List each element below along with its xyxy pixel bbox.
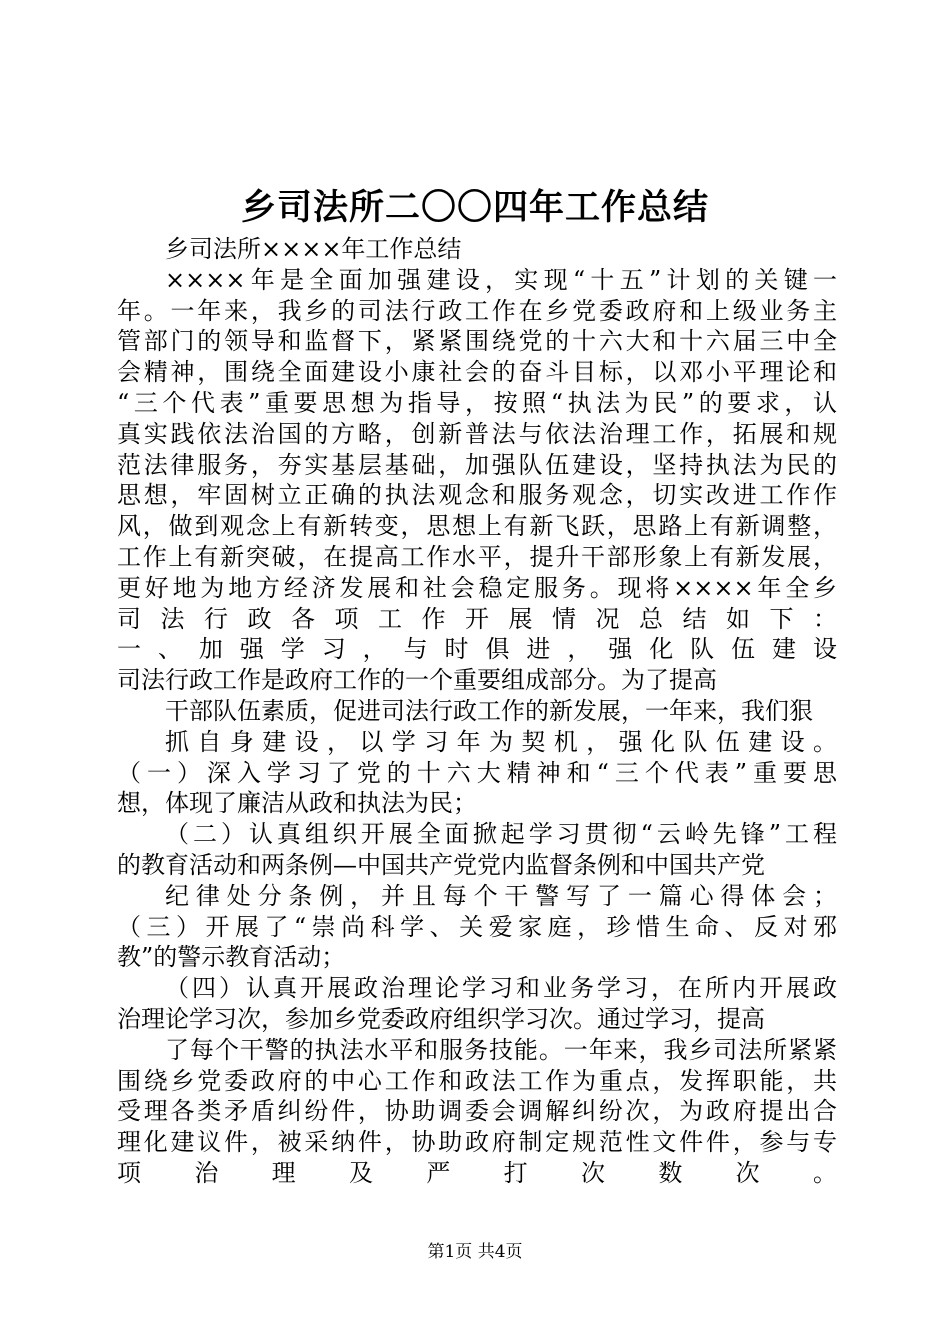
text-line: 项治理及严打次数次。 xyxy=(117,1158,837,1187)
list-item: （二）认真组织开展全面掀起学习贯彻“云岭先锋”工程 xyxy=(165,820,837,849)
text-line: 更好地为地方经济发展和社会稳定服务。现将××××年全乡 xyxy=(117,573,837,602)
text-line: 范法律服务，夯实基层基础，加强队伍建设，坚持执法为民的 xyxy=(117,450,837,479)
text-line: 教”的警示教育活动； xyxy=(117,943,346,972)
text-line: 真实践依法治国的方略，创新普法与依法治理工作，拓展和规 xyxy=(117,419,837,448)
list-item: （四）认真开展政治理论学习和业务学习，在所内开展政 xyxy=(165,974,837,1003)
text-line: （一）深入学习了党的十六大精神和“三个代表”重要思 xyxy=(117,758,837,787)
text-line: “三个代表”重要思想为指导，按照“执法为民”的要求，认 xyxy=(117,388,837,417)
list-item: 了每个干警的执法水平和服务技能。一年来，我乡司法所紧紧 xyxy=(165,1035,837,1064)
text-line: 管部门的领导和监督下，紧紧围绕党的十六大和十六届三中全 xyxy=(117,327,837,356)
text-line: 治理论学习次，参加乡党委政府组织学习次。通过学习，提高 xyxy=(117,1004,765,1033)
section-heading: 干部队伍素质，促进司法行政工作的新发展，一年来，我们狠 xyxy=(165,696,813,725)
page-number: 第1页 共4页 xyxy=(427,1242,523,1262)
text-line: 司法行政各项工作开展情况总结如下： xyxy=(117,604,837,633)
list-item: 纪律处分条例，并且每个干警写了一篇心得体会； xyxy=(165,881,837,910)
document-title: 乡司法所二〇〇四年工作总结 xyxy=(240,187,709,228)
text-line: 工作上有新突破，在提高工作水平，提升干部形象上有新发展， xyxy=(117,542,837,571)
text-line: ××××年是全面加强建设，实现“十五”计划的关键一 xyxy=(165,265,837,294)
text-line: 风，做到观念上有新转变，思想上有新飞跃，思路上有新调整， xyxy=(117,512,837,541)
text-line: 理化建议件，被采纳件，协助政府制定规范性文件件，参与专 xyxy=(117,1128,837,1157)
text-line: 司法行政工作是政府工作的一个重要组成部分。为了提高 xyxy=(117,666,717,695)
text-line: （三）开展了“崇尚科学、关爱家庭，珍惜生命、反对邪 xyxy=(117,912,837,941)
text-line: 年。一年来，我乡的司法行政工作在乡党委政府和上级业务主 xyxy=(117,296,837,325)
text-line: 的教育活动和两条例—中国共产党党内监督条例和中国共产党 xyxy=(117,850,765,879)
text-line: 乡司法所××××年工作总结 xyxy=(165,235,462,263)
text-line: 受理各类矛盾纠纷件，协助调委会调解纠纷次，为政府提出合 xyxy=(117,1097,837,1126)
text-line: 思想，牢固树立正确的执法观念和服务观念，切实改进工作作 xyxy=(117,481,837,510)
document-body xyxy=(117,234,837,1250)
text-line: 会精神，围绕全面建设小康社会的奋斗目标，以邓小平理论和 xyxy=(117,358,837,387)
text-line: 围绕乡党委政府的中心工作和政法工作为重点，发挥职能，共 xyxy=(117,1066,837,1095)
text-line: 抓自身建设，以学习年为契机，强化队伍建设。 xyxy=(165,727,837,756)
text-line xyxy=(117,1189,837,1220)
text-line: 一、加强学习，与时俱进，强化队伍建设 xyxy=(117,635,837,664)
text-line: 想，体现了廉洁从政和执法为民； xyxy=(117,789,477,818)
